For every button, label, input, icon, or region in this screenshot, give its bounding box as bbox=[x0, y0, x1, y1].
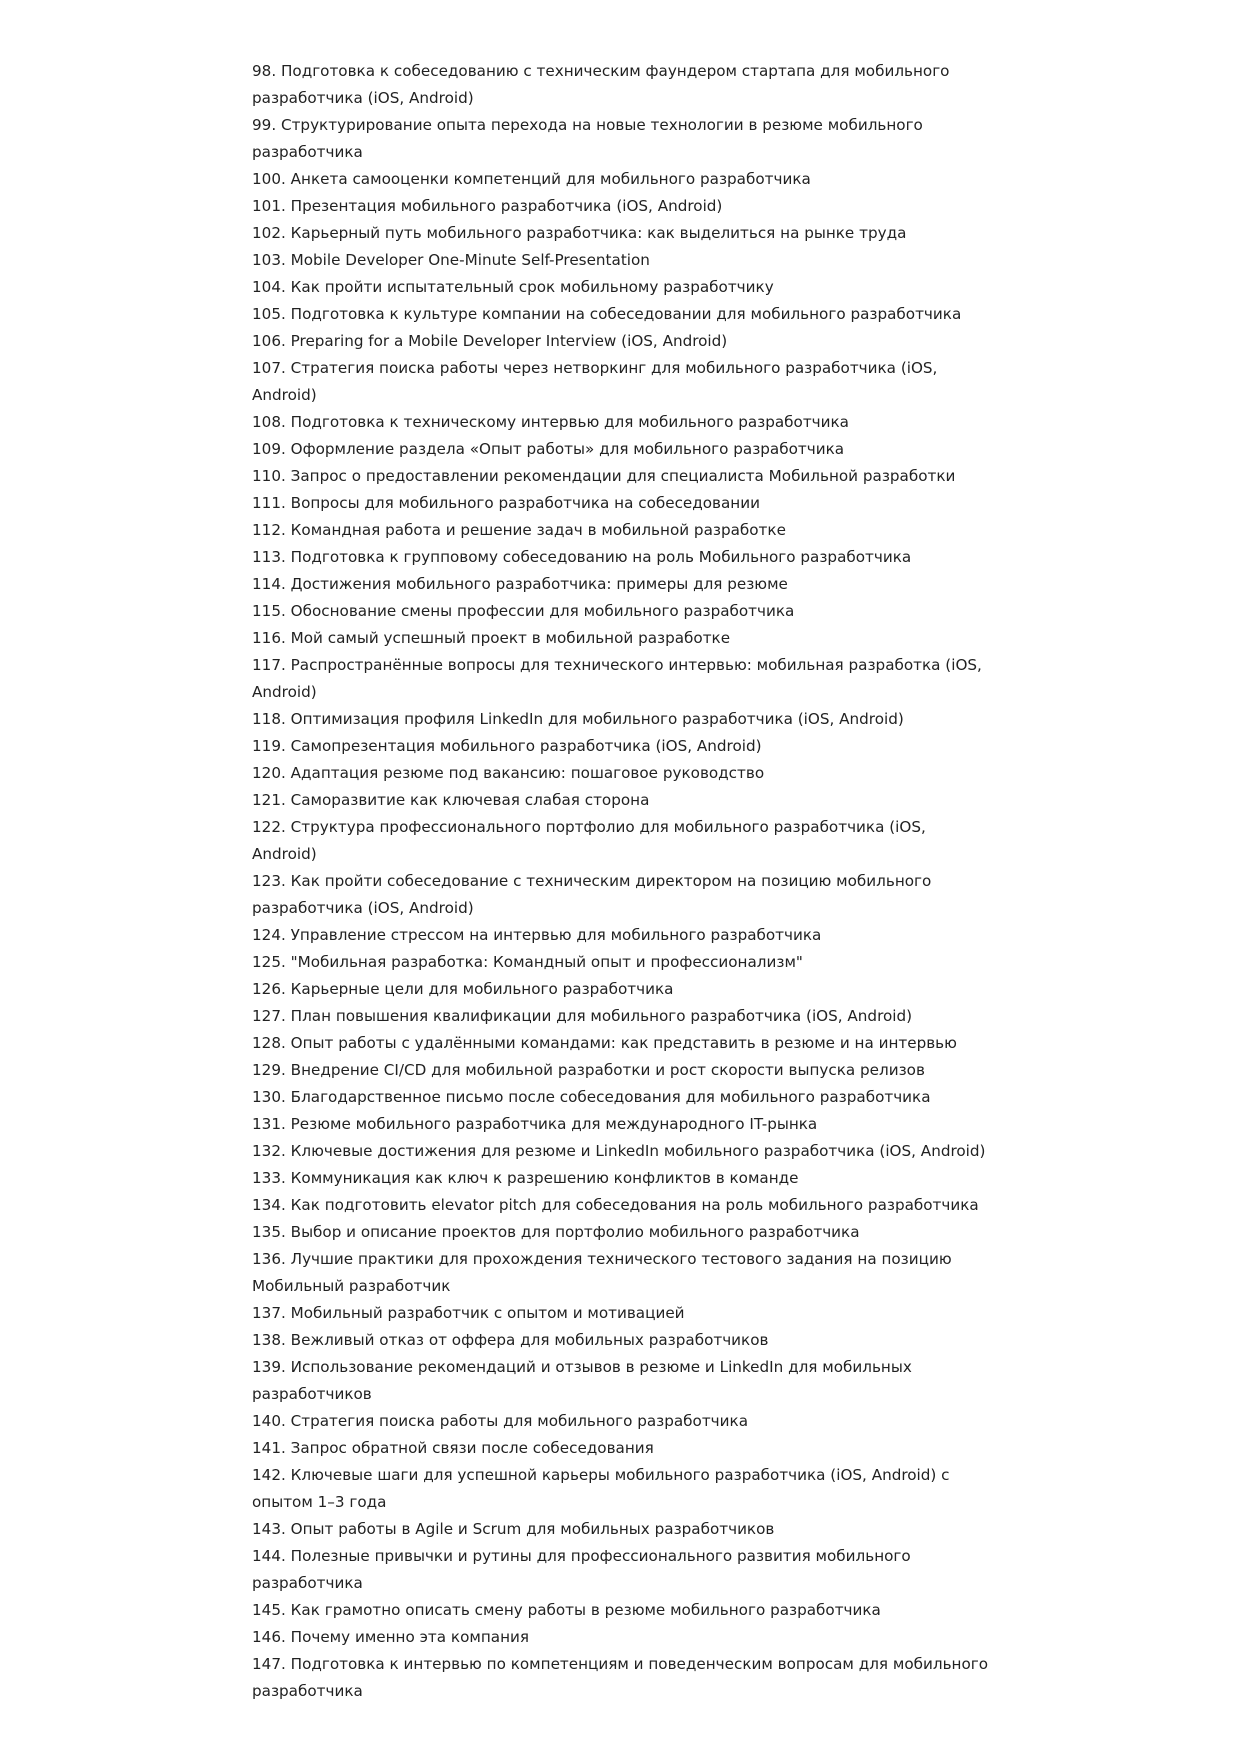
list-item: 118. Оптимизация профиля LinkedIn для мобильного разработчика (iOS, Android) bbox=[252, 710, 904, 728]
list-item: 126. Карьерные цели для мобильного разработчика bbox=[252, 980, 674, 998]
list-item: 99. Структурирование опыта перехода на новые технологии в резюме мобильного разработчика bbox=[252, 116, 923, 161]
list-item: 128. Опыт работы с удалёнными командами: как представить в резюме и на интервью bbox=[252, 1034, 957, 1052]
list-item: 106. Preparing for a Mobile Developer Interview (iOS, Android) bbox=[252, 332, 728, 350]
list-item: 136. Лучшие практики для прохождения технического тестового задания на позицию Мобильный разработчик bbox=[252, 1250, 952, 1295]
list-item: 130. Благодарственное письмо после собеседования для мобильного разработчика bbox=[252, 1088, 931, 1106]
list-item: 120. Адаптация резюме под вакансию: пошаговое руководство bbox=[252, 764, 765, 782]
list-item: 98. Подготовка к собеседованию с техническим фаундером стартапа для мобильного разработчика (iOS, Android) bbox=[252, 62, 950, 107]
list-item: 146. Почему именно эта компания bbox=[252, 1628, 530, 1646]
list-item: 145. Как грамотно описать смену работы в резюме мобильного разработчика bbox=[252, 1601, 881, 1619]
list-item: 116. Мой самый успешный проект в мобильной разработке bbox=[252, 629, 731, 647]
list-item: 140. Стратегия поиска работы для мобильного разработчика bbox=[252, 1412, 749, 1430]
list-item: 133. Коммуникация как ключ к разрешению конфликтов в команде bbox=[252, 1169, 799, 1187]
list-item: 124. Управление стрессом на интервью для мобильного разработчика bbox=[252, 926, 822, 944]
list-item: 137. Мобильный разработчик с опытом и мотивацией bbox=[252, 1304, 685, 1322]
list-item: 132. Ключевые достижения для резюме и LinkedIn мобильного разработчика (iOS, Android) bbox=[252, 1142, 986, 1160]
list-item: 107. Стратегия поиска работы через нетворкинг для мобильного разработчика (iOS, Android) bbox=[252, 359, 938, 404]
list-item: 129. Внедрение CI/CD для мобильной разработки и рост скорости выпуска релизов bbox=[252, 1061, 925, 1079]
list-item: 135. Выбор и описание проектов для портфолио мобильного разработчика bbox=[252, 1223, 860, 1241]
list-item: 122. Структура профессионального портфолио для мобильного разработчика (iOS, Android) bbox=[252, 818, 926, 863]
document-page bbox=[252, 58, 992, 1705]
list-item: 121. Саморазвитие как ключевая слабая сторона bbox=[252, 791, 650, 809]
list-item: 114. Достижения мобильного разработчика: примеры для резюме bbox=[252, 575, 788, 593]
list-item: 142. Ключевые шаги для успешной карьеры мобильного разработчика (iOS, Android) с опытом 1–3 года bbox=[252, 1466, 950, 1511]
list-item: 112. Командная работа и решение задач в мобильной разработке bbox=[252, 521, 786, 539]
list-item: 109. Оформление раздела «Опыт работы» для мобильного разработчика bbox=[252, 440, 845, 458]
list-item: 119. Самопрезентация мобильного разработчика (iOS, Android) bbox=[252, 737, 762, 755]
list-item: 100. Анкета самооценки компетенций для мобильного разработчика bbox=[252, 170, 811, 188]
list-item: 115. Обоснование смены профессии для мобильного разработчика bbox=[252, 602, 795, 620]
list-item: 147. Подготовка к интервью по компетенциям и поведенческим вопросам для мобильного разработчика bbox=[252, 1655, 989, 1700]
list-item: 104. Как пройти испытательный срок мобильному разработчику bbox=[252, 278, 774, 296]
list-item: 139. Использование рекомендаций и отзывов в резюме и LinkedIn для мобильных разработчиков bbox=[252, 1358, 912, 1403]
list-item: 134. Как подготовить elevator pitch для собеседования на роль мобильного разработчика bbox=[252, 1196, 979, 1214]
list-item: 143. Опыт работы в Agile и Scrum для мобильных разработчиков bbox=[252, 1520, 775, 1538]
list-item: 103. Mobile Developer One-Minute Self-Presentation bbox=[252, 251, 650, 269]
list-item: 117. Распространённые вопросы для технического интервью: мобильная разработка (iOS, Android) bbox=[252, 656, 982, 701]
list-item: 108. Подготовка к техническому интервью для мобильного разработчика bbox=[252, 413, 849, 431]
list-item: 131. Резюме мобильного разработчика для международного IT-рынка bbox=[252, 1115, 818, 1133]
list-item: 110. Запрос о предоставлении рекомендации для специалиста Мобильной разработки bbox=[252, 467, 956, 485]
list-item: 101. Презентация мобильного разработчика (iOS, Android) bbox=[252, 197, 723, 215]
list-item: 141. Запрос обратной связи после собеседования bbox=[252, 1439, 654, 1457]
list-item: 113. Подготовка к групповому собеседованию на роль Мобильного разработчика bbox=[252, 548, 912, 566]
list-item: 125. "Мобильная разработка: Командный опыт и профессионализм" bbox=[252, 953, 803, 971]
list-item: 138. Вежливый отказ от оффера для мобильных разработчиков bbox=[252, 1331, 769, 1349]
list-item: 105. Подготовка к культуре компании на собеседовании для мобильного разработчика bbox=[252, 305, 962, 323]
list-item: 123. Как пройти собеседование с техническим директором на позицию мобильного разработчика (iOS, Android) bbox=[252, 872, 932, 917]
list-item: 144. Полезные привычки и рутины для профессионального развития мобильного разработчика bbox=[252, 1547, 911, 1592]
list-item: 111. Вопросы для мобильного разработчика на собеседовании bbox=[252, 494, 760, 512]
list-item: 102. Карьерный путь мобильного разработчика: как выделиться на рынке труда bbox=[252, 224, 907, 242]
list-item: 127. План повышения квалификации для мобильного разработчика (iOS, Android) bbox=[252, 1007, 913, 1025]
topic-list bbox=[252, 58, 992, 1705]
